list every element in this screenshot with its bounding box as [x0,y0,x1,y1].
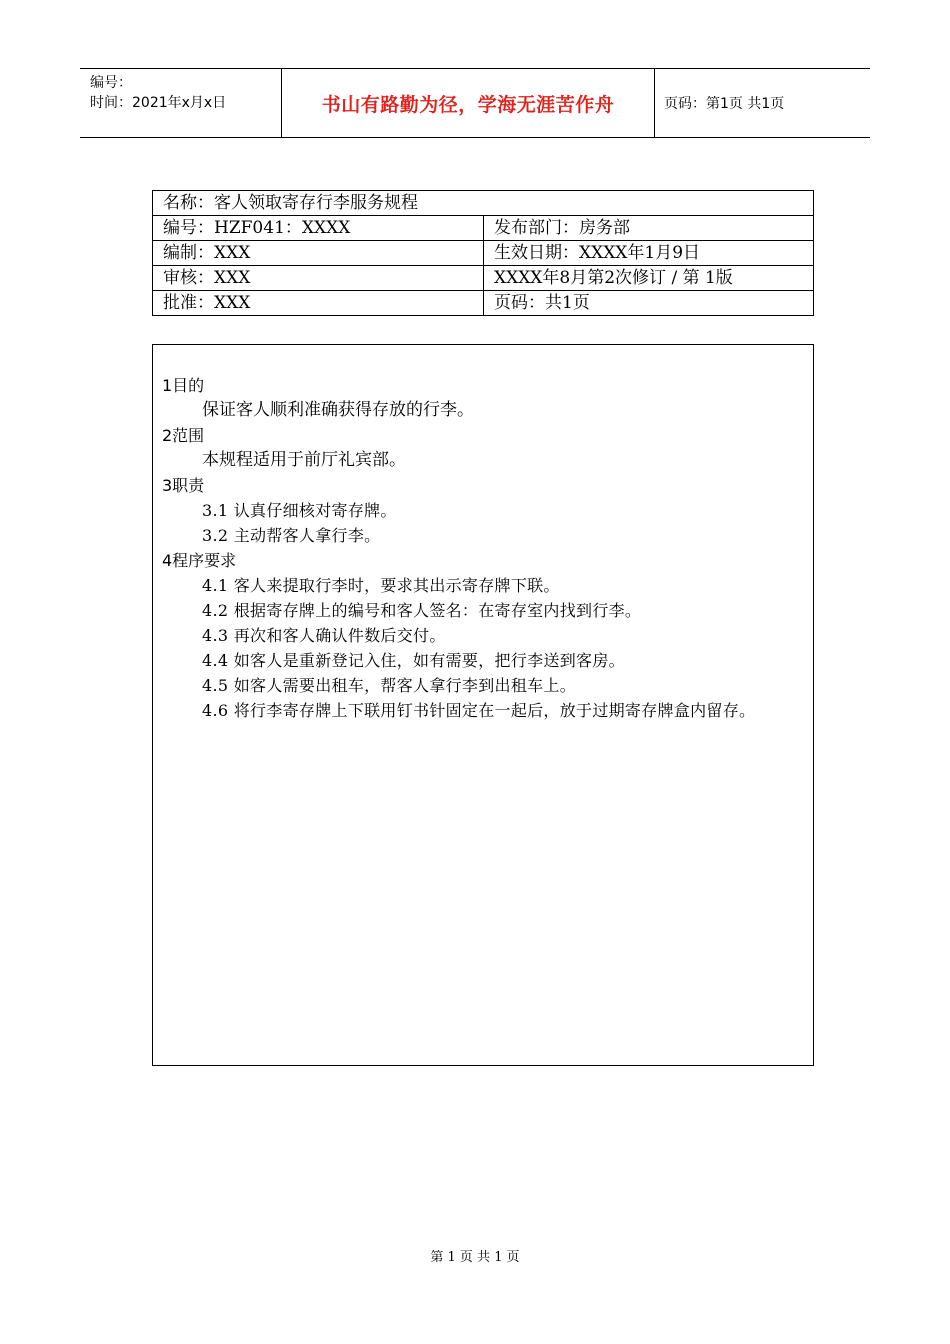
procedure-content [162,373,810,723]
section-title-duties: 3职责 [162,476,205,495]
doc-pages: 页码：共1页 [484,291,814,316]
doc-effective-date: 生效日期：XXXX年1月9日 [484,241,814,266]
table-row [153,291,814,316]
section-title-procedure: 4程序要求 [162,551,237,570]
list-item: 3.1 认真仔细核对寄存牌。 [202,501,397,520]
page-footer: 第 1 页 共 1 页 [430,1250,520,1265]
header-time: 时间：2021年x月x日 [90,95,227,111]
list-item: 3.2 主动帮客人拿行李。 [202,526,381,545]
list-item: 4.1 客人来提取行李时，要求其出示寄存牌下联。 [202,576,560,595]
header-number: 编号： [90,75,132,91]
section-text-scope: 本规程适用于前厅礼宾部。 [202,450,406,470]
doc-department: 发布部门：房务部 [484,216,814,241]
list-item: 4.5 如客人需要出租车，帮客人拿行李到出租车上。 [202,676,577,695]
table-row [153,266,814,291]
doc-name: 名称：客人领取寄存行李服务规程 [153,191,814,216]
header-divider [654,69,655,137]
doc-compiler: 编制：XXX [153,241,484,266]
table-row [153,241,814,266]
list-item: 4.6 将行李寄存牌上下联用钉书针固定在一起后，放于过期寄存牌盒内留存。 [202,701,756,720]
page-header [80,68,870,138]
header-motto: 书山有路勤为径，学海无涯苦作舟 [321,93,615,116]
procedure-body [152,344,814,1066]
section-text-purpose: 保证客人顺利准确获得存放的行李。 [202,400,474,420]
list-item: 4.3 再次和客人确认件数后交付。 [202,626,446,645]
document-info-table [152,190,814,316]
table-row [153,191,814,216]
doc-reviewer: 审核：XXX [153,266,484,291]
header-page-info: 页码：第1页 共1页 [664,96,785,112]
doc-revision: XXXX年8月第2次修订 / 第 1版 [484,266,814,291]
list-item: 4.4 如客人是重新登记入住，如有需要，把行李送到客房。 [202,651,625,670]
doc-approver: 批准：XXX [153,291,484,316]
doc-code: 编号：HZF041：XXXX [153,216,484,241]
section-title-purpose: 1目的 [162,376,205,395]
header-meta [90,73,280,113]
section-title-scope: 2范围 [162,426,205,445]
list-item: 4.2 根据寄存牌上的编号和客人签名：在寄存室内找到行李。 [202,601,642,620]
table-row [153,216,814,241]
